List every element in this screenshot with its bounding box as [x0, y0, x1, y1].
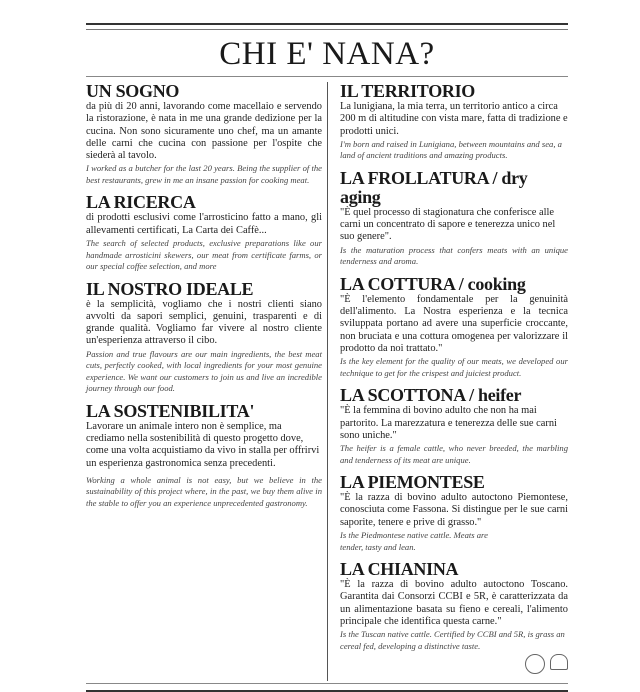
section-text-en: The heifer is a female cattle, who never breeded, the marbling and tenderness of its meat are unique. [340, 443, 568, 465]
section-heading: LA SOSTENIBILITA' [86, 400, 255, 421]
section-text-it: "È quel processo di stagionatura che conferisce alle carni un concentrato di sapore e tenerezza unico nel suo genere". [340, 206, 556, 243]
section-text-en: I worked as a butcher for the last 20 years. Being the supplier of the best restaurants, grew in me an insane passion for cooking meat. [86, 163, 322, 185]
section-text-en: I'm born and raised in Lunigiana, between mountains and sea, a land of ancient traditions and amazing products. [340, 138, 562, 161]
section-un-sogno [86, 82, 322, 186]
section-text-it: La lunigiana, la mia terra, un territorio antico a circa 200 m di altitudine con vista mare, fatta di tradizione e prodotti unici. [340, 101, 568, 137]
section-heading: LA FROLLATURA / dry aging [340, 167, 528, 207]
section-text-it: "È l'elemento fondamentale per la genuinità dell'alimento. La Nostra esperienza e la tecnica sviluppata portano ad avere una superficie croccante, non bruciata e una cottura omogenea per valorizzare il prodotto da noi trattato." [340, 293, 568, 354]
section-heading: LA SCOTTONA / heifer [340, 385, 522, 406]
right-column [340, 82, 568, 681]
section-la-piemontese [340, 473, 568, 553]
section-heading: LA PIEMONTESE [340, 472, 485, 493]
section-text-en: Is the key element for the quality of our meats, we developed our technique to get for the crispest and juiciest product. [340, 356, 568, 378]
section-heading: UN SOGNO [86, 81, 180, 101]
section-heading: IL TERRITORIO [340, 81, 475, 101]
section-heading: LA COTTURA / cooking [340, 273, 526, 294]
section-la-cottura [340, 275, 568, 379]
content-columns [86, 82, 568, 681]
menu-page [86, 0, 568, 692]
section-text-en: Passion and true flavours are our main ingredients, the best meat cuts, perfectly cooked, with local ingredients for your most genuine experience. We want our customers to join us and live an incredible journey through our food. [86, 348, 322, 394]
section-text-it: di prodotti esclusivi come l'arrosticino fatto a mano, gli allevamenti certificati, La Carta dei Caffè... [86, 212, 322, 236]
section-heading: LA RICERCA [86, 192, 196, 213]
section-il-territorio [340, 82, 568, 162]
section-heading: IL NOSTRO IDEALE [86, 278, 254, 299]
section-text-en: Is the Tuscan native cattle. Certified by CCBI and 5R, is grass an cereal fed, developing a distinctive taste. [340, 629, 565, 651]
section-text-it: da più di 20 anni, lavorando come macellaio e servendo la ristorazione, è nata in me una grande dedizione per la cucina. Non sono sicuramente uno chef, ma un amante delle carni che cucina con passione per l'ospite che siederà al tavolo. [86, 101, 322, 162]
title-rule [86, 76, 568, 77]
top-thick-rule [86, 23, 568, 25]
ccbi-logo-icon [525, 654, 545, 674]
section-heading: LA CHIANINA [340, 559, 459, 580]
section-text-it: "È la femmina di bovino adulto che non ha mai partorito. La marezzatura e tenerezza delle sue carni sono uniche." [340, 405, 557, 441]
page-title: CHI E' NANA? [219, 36, 435, 72]
section-la-sostenibilita [86, 402, 322, 510]
section-text-en: Working a whole animal is not easy, but we believe in the sustainability of this project where, in the past, we buy them alive in the stable to offer you an experience unprecedented gastronomy. [86, 474, 322, 508]
section-text-en: Is the Piedmontese native cattle. Meats are tender, tasty and lean. [340, 530, 488, 552]
section-text-it: "È la razza di bovino adulto autoctono Toscano. Garantita dai Consorzi CCBI e 5R, è caratterizzata da un alimentazione basata su fieno e cereali, l'alimento principale che identifica questa carne." [340, 579, 568, 627]
section-la-scottona [340, 386, 568, 466]
section-text-en: Is the maturation process that confers meats with an unique tenderness and aroma. [340, 244, 568, 267]
section-la-chianina [340, 560, 568, 674]
section-il-nostro-ideale [86, 280, 322, 395]
certification-logos [340, 654, 568, 674]
section-text-it: "È la razza di bovino adulto autoctono Piemontese, conosciuta come Fassona. Si distingue per le sue carni saporite, tenere e prive di grasso." [340, 492, 568, 528]
left-column [86, 82, 327, 681]
chianina-logo-icon [550, 654, 568, 674]
bottom-thin-rule [86, 683, 568, 684]
section-text-it: Lavorare un animale intero non è semplice, ma crediamo nella sostenibilità di questo progetto dove, come una volta acquistiamo da vivo in stalla per offrirvi un esperienza gastronomica senza precedenti. [86, 420, 320, 469]
section-la-ricerca [86, 193, 322, 272]
top-thin-rule [86, 29, 568, 30]
column-divider [327, 82, 328, 681]
section-text-it: è la semplicità, vogliamo che i nostri clienti siano avvolti da sapori semplici, genuini, trasparenti e di grande qualità. Vogliamo far vivere al nostro cliente un'esperienza attraverso il cibo. [86, 298, 322, 347]
section-text-en: The search of selected products, exclusive preparations like our handmade arrosticini skewers, our meat from certificate farms, or our special coffee selection, and more [86, 238, 322, 272]
section-la-frollatura [340, 169, 568, 268]
